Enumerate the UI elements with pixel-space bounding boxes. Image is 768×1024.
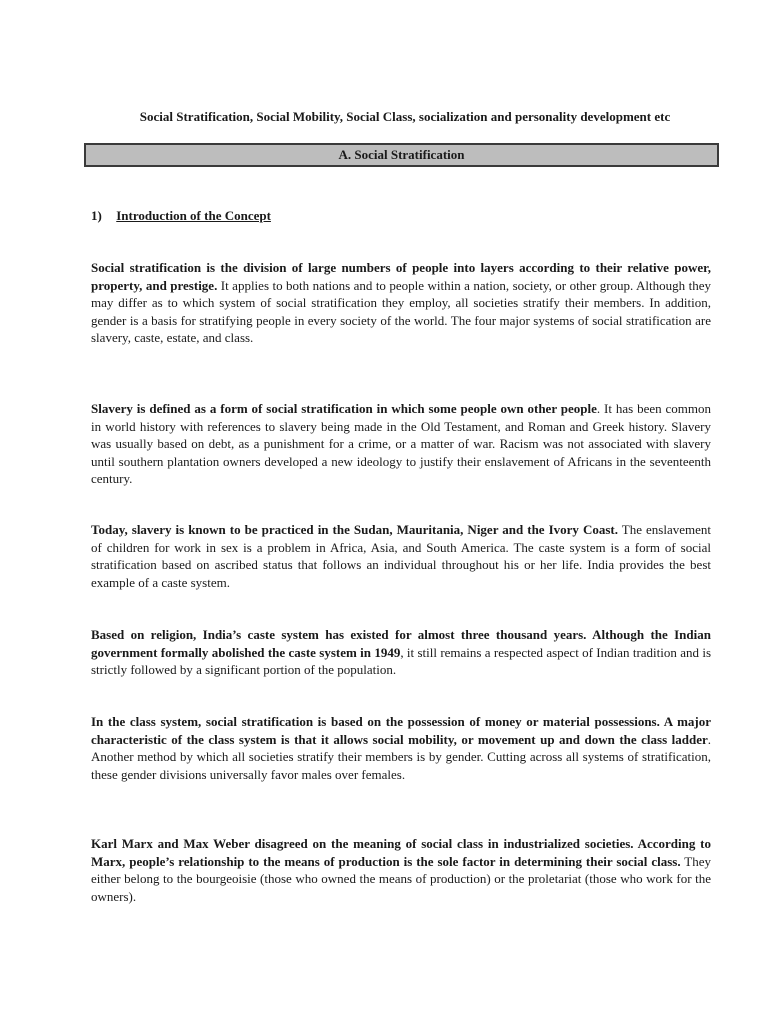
paragraph-social-stratification (91, 259, 711, 347)
paragraph-marx-weber (91, 835, 711, 905)
paragraph-bold-text: Today, slavery is known to be practiced in the Sudan, Mauritania, Niger and the Ivory Coast. (91, 522, 618, 537)
paragraph-bold-text: In the class system, social stratification is based on the possession of money or material possessions. A major characteristic of the class system is that it allows social mobility, or movement up and down the class ladder (91, 714, 711, 747)
paragraph-caste-system (91, 626, 711, 679)
subheading-number: 1) (91, 208, 102, 223)
paragraph-text: The enslavement of children for work in sex is a problem in Africa, Asia, and South America. The caste system is a form of social stratification based on ascribed status that follows an individual throughout his or her life. India provides the best example of a caste system. (91, 522, 712, 590)
section-banner (84, 143, 719, 167)
subheading (91, 207, 271, 225)
paragraph-slavery (91, 400, 711, 488)
paragraph-text: , it still remains a respected aspect of Indian tradition and is strictly followed by a significant portion of the population. (91, 644, 712, 678)
paragraph-bold-text: Slavery is defined as a form of social stratification in which some people own other people (91, 401, 597, 416)
paragraph-class-system (91, 713, 711, 783)
section-banner-label: A. Social Stratification (338, 147, 465, 162)
paragraph-bold-text: Based on religion, India’s caste system has existed for almost three thousand years. Although the Indian government formally abolished the caste system in 1949 (91, 627, 711, 660)
paragraph-bold-text: Karl Marx and Max Weber disagreed on the meaning of social class in industrialized societies. According to Marx, people’s relationship to the means of production is the sole factor in determining their social class. (91, 836, 711, 869)
subheading-title: Introduction of the Concept (116, 208, 271, 223)
paragraph-text: They either belong to the bourgeoisie (those who owned the means of production) or the proletariat (those who work for the owners). (91, 853, 711, 904)
document-title: Social Stratification, Social Mobility, Social Class, socialization and personality development etc (139, 109, 671, 124)
paragraph-bold-text: Social stratification is the division of large numbers of people into layers according to their relative power, property, and prestige. (91, 260, 711, 293)
paragraph-text: . Another method by which all societies stratify their members is by gender. Cutting across all systems of stratification, these gender divisions universally favor males over females. (91, 731, 711, 782)
paragraph-text: . It has been common in world history with references to slavery being made in the Old Testament, and Roman and Greek history. Slavery was usually based on debt, as a punishment for a crime, or a matter of war. Racism was not associated with slavery until southern plantation owners developed a new ideology to justify their enslavement of Africans in the seventeenth century. (91, 401, 711, 487)
paragraph-slavery-today (91, 521, 711, 591)
paragraph-text: It applies to both nations and to people within a nation, society, or other group. Although they may differ as to which system of social stratification they employ, all societies stratify their members. In addition, gender is a basis for stratifying people in every society of the world. The four major systems of social stratification are slavery, caste, estate, and class. (91, 277, 711, 346)
